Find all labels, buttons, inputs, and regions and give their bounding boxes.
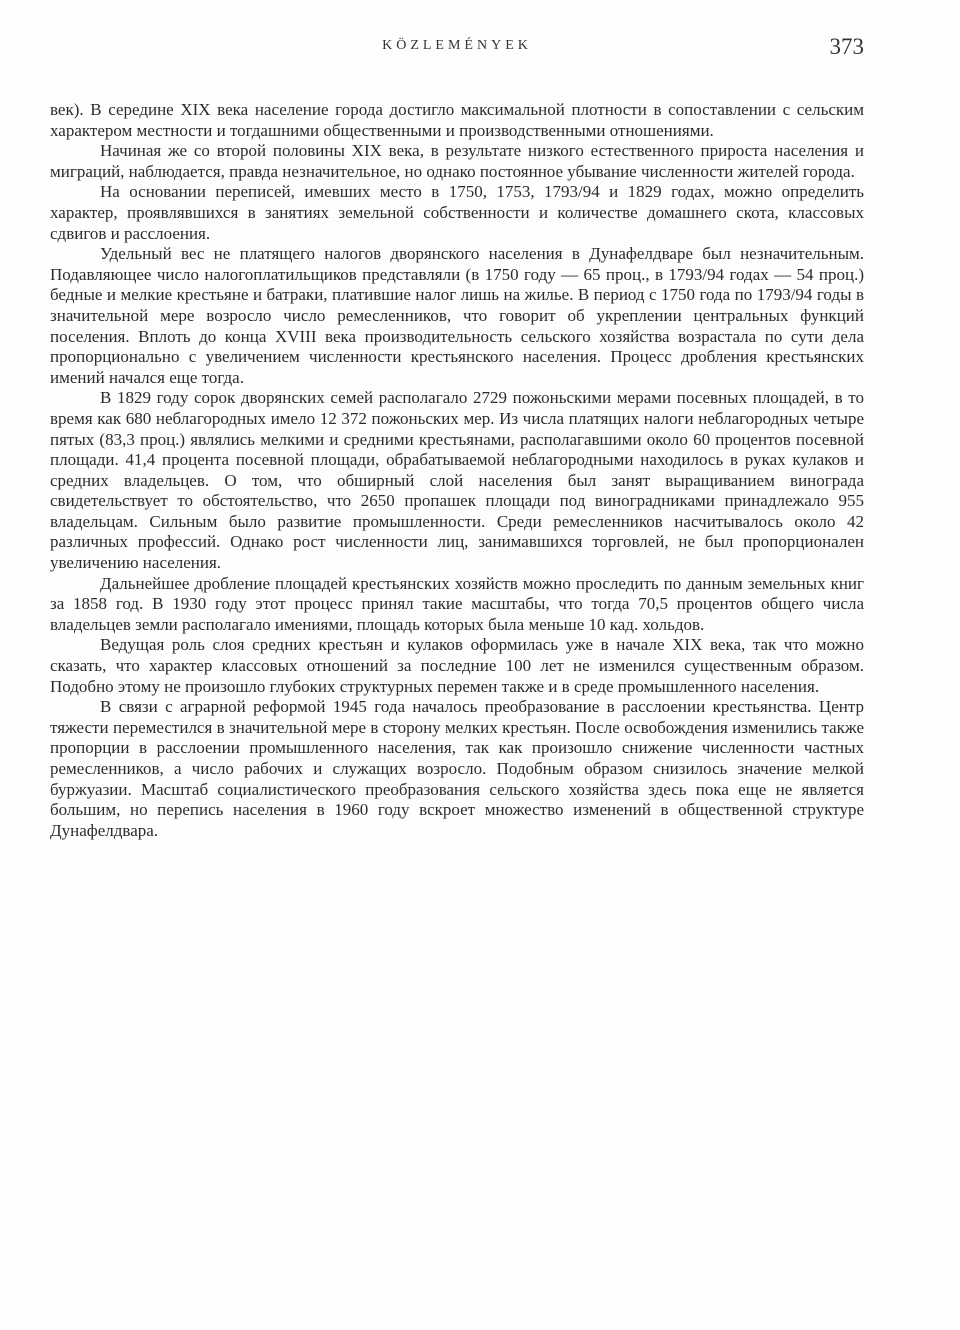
paragraph: Дальнейшее дробление площадей крестьянских хозяйств можно проследить по данным земельных книг за 1858 год. В 1930 году этот процесс принял такие масштабы, что тогда 70,5 процентов общего числа владельцев земли располагало имениями, площадь которых была меньше 10 кад. хольдов. [50, 573, 864, 634]
paragraph-continuation: век). В середине XIX века население города достигло максимальной плотности в сопоставлении с сельским характером местности и тогдашними общественными и производственными отношениями. [50, 100, 864, 140]
running-head [50, 34, 864, 64]
page-number: 373 [829, 34, 864, 59]
paragraph: Ведущая роль слоя средних крестьян и кулаков оформилась уже в начале XIX века, так что можно сказать, что характер классовых отношений за последние 100 лет не изменился существенным образом. Подобно этому не произошло глубоких структурных перемен также и в среде промышленного населения. [50, 635, 864, 696]
paragraph: В 1829 году сорок дворянских семей располагало 2729 пожоньскими мерами посевных площадей, в то время как 680 неблагородных имело 12 372 пожоньских мер. Из числа платящих налоги неблагородных четыре пятых (83,3 проц.) являлись мелкими и средними крестьянами, располагавшими около 60 процентов посевной площади. 41,4 процента посевной площади, обрабатываемой неблагородными находилось в руках кулаков и средних владельцев. О том, что обширный слой населения был занят выращиванием винограда свидетельствует то обстоятельство, что 2650 пропашек площади под виноградниками принадлежало 955 владельцам. Сильным было развитие промышленности. Среди ремесленников насчитывалось около 42 различных профессий. Однако рост численности лиц, занимавшихся торговлей, не был пропорционален увеличению населения. [50, 388, 864, 573]
paragraph: Удельный вес не платящего налогов дворянского населения в Дунафелдваре был незначительным. Подавляющее число налогоплатильщиков представляли (в 1750 году — 65 проц., в 1793/94 годах — 54 проц.) бедные и мелкие крестьяне и батраки, платившие налог лишь на жилье. В период с 1750 года по 1793/94 годы в значительной мере возросло число ремесленников, что говорит об укреплении центральных функций поселения. Вплоть до конца XVIII века производительность сельского хозяйства возрастала по сути дела пропорционально с увеличением численности крестьянского населения. Процесс дробления крестьянских имений начался еще тогда. [50, 244, 864, 387]
paragraph: В связи с аграрной реформой 1945 года началось преобразование в расслоении крестьянства. Центр тяжести переместился в значительной мере в сторону мелких крестьян. После освобождения изменились также пропорции в расслоении промышленного населения, так как произошло снижение численности частных ремесленников, а число рабочих и служащих возросло. Подобным образом снизилось значение мелкой буржуазии. Масштаб социалистического преобразования сельского хозяйства здесь пока еще не является большим, но перепись населения в 1960 году вскроет множество изменений в общественной структуре Дунафелдвара. [50, 697, 864, 840]
running-title: KÖZLEMÉNYEK [382, 38, 532, 53]
body-text [50, 100, 864, 841]
paragraph: На основании переписей, имевших место в 1750, 1753, 1793/94 и 1829 годах, можно определить характер, проявлявшихся в занятиях земельной собственности и количестве домашнего скота, классовых сдвигов и расслоения. [50, 182, 864, 243]
paragraph: Начиная же со второй половины XIX века, в результате низкого естественного прироста населения и миграций, наблюдается, правда незначительное, но однако постоянное убывание численности жителей города. [50, 141, 864, 181]
